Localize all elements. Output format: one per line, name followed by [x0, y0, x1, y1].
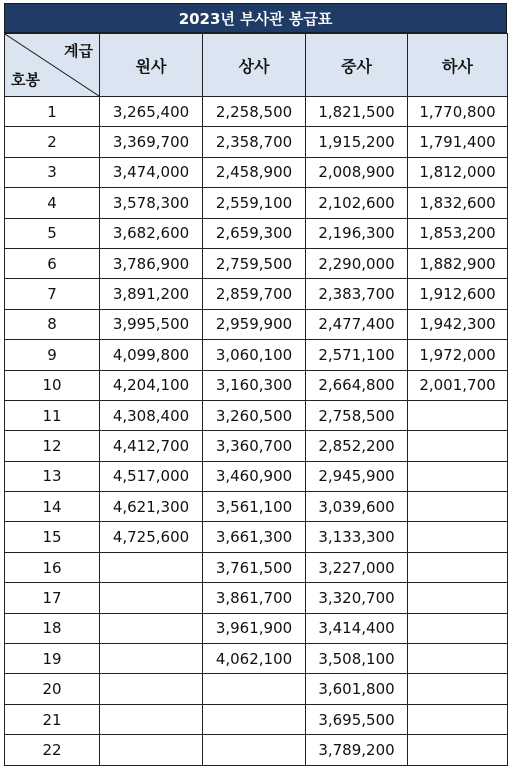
step-cell: 18	[5, 613, 100, 643]
table-row	[5, 492, 508, 522]
corner-step-label: 호봉	[11, 71, 40, 89]
step-cell: 19	[5, 644, 100, 674]
step-cell: 12	[5, 431, 100, 461]
salary-cell: 2,001,700	[408, 370, 508, 400]
salary-cell: 2,458,900	[203, 157, 306, 187]
salary-cell	[100, 583, 203, 613]
salary-cell: 4,621,300	[100, 492, 203, 522]
salary-cell: 3,227,000	[306, 552, 408, 582]
step-cell: 9	[5, 340, 100, 370]
corner-rank-label: 계급	[64, 42, 93, 60]
step-cell: 7	[5, 279, 100, 309]
salary-cell	[408, 461, 508, 491]
salary-cell	[408, 431, 508, 461]
salary-cell: 1,912,600	[408, 279, 508, 309]
salary-cell	[100, 735, 203, 765]
salary-cell	[100, 644, 203, 674]
table-row	[5, 704, 508, 734]
salary-cell: 3,789,200	[306, 735, 408, 765]
salary-cell: 3,601,800	[306, 674, 408, 704]
salary-cell: 2,758,500	[306, 400, 408, 430]
step-cell: 14	[5, 492, 100, 522]
salary-cell: 2,559,100	[203, 188, 306, 218]
salary-cell: 1,942,300	[408, 309, 508, 339]
step-cell: 17	[5, 583, 100, 613]
salary-cell: 3,360,700	[203, 431, 306, 461]
salary-cell: 2,852,200	[306, 431, 408, 461]
table-row	[5, 431, 508, 461]
step-cell: 15	[5, 522, 100, 552]
salary-cell: 3,695,500	[306, 704, 408, 734]
salary-cell: 4,308,400	[100, 400, 203, 430]
salary-cell: 1,832,600	[408, 188, 508, 218]
salary-cell: 3,761,500	[203, 552, 306, 582]
salary-cell: 2,196,300	[306, 218, 408, 248]
salary-cell: 3,861,700	[203, 583, 306, 613]
salary-cell	[100, 552, 203, 582]
salary-cell: 3,039,600	[306, 492, 408, 522]
salary-cell: 1,821,500	[306, 97, 408, 127]
column-header-warrant: 원사	[100, 34, 203, 97]
salary-cell: 3,160,300	[203, 370, 306, 400]
step-cell: 21	[5, 704, 100, 734]
salary-cell	[203, 704, 306, 734]
salary-cell: 4,517,000	[100, 461, 203, 491]
table-row	[5, 552, 508, 582]
step-cell: 3	[5, 157, 100, 187]
salary-cell	[408, 704, 508, 734]
table-row	[5, 522, 508, 552]
salary-cell: 2,659,300	[203, 218, 306, 248]
salary-cell: 3,474,000	[100, 157, 203, 187]
salary-cell: 1,812,000	[408, 157, 508, 187]
salary-cell	[408, 522, 508, 552]
table-row	[5, 370, 508, 400]
salary-cell	[408, 674, 508, 704]
salary-cell: 2,290,000	[306, 248, 408, 278]
step-cell: 8	[5, 309, 100, 339]
salary-cell: 3,414,400	[306, 613, 408, 643]
pay-table	[4, 33, 508, 766]
table-row	[5, 127, 508, 157]
step-cell: 16	[5, 552, 100, 582]
pay-table-container	[4, 3, 507, 766]
table-row	[5, 309, 508, 339]
table-row	[5, 583, 508, 613]
salary-cell: 2,477,400	[306, 309, 408, 339]
table-row	[5, 461, 508, 491]
salary-cell: 3,786,900	[100, 248, 203, 278]
salary-cell: 2,759,500	[203, 248, 306, 278]
salary-cell	[408, 644, 508, 674]
step-cell: 22	[5, 735, 100, 765]
table-row	[5, 400, 508, 430]
salary-cell: 1,915,200	[306, 127, 408, 157]
salary-cell: 3,060,100	[203, 340, 306, 370]
salary-cell: 4,412,700	[100, 431, 203, 461]
corner-header-cell	[5, 34, 100, 97]
step-cell: 5	[5, 218, 100, 248]
salary-cell	[203, 674, 306, 704]
salary-cell: 3,460,900	[203, 461, 306, 491]
salary-cell: 1,882,900	[408, 248, 508, 278]
table-row	[5, 97, 508, 127]
salary-cell	[203, 735, 306, 765]
step-cell: 20	[5, 674, 100, 704]
header-row	[5, 34, 508, 97]
step-cell: 1	[5, 97, 100, 127]
salary-cell: 4,204,100	[100, 370, 203, 400]
salary-cell: 3,369,700	[100, 127, 203, 157]
salary-cell: 2,008,900	[306, 157, 408, 187]
salary-cell: 2,571,100	[306, 340, 408, 370]
column-header-staff-sergeant: 중사	[306, 34, 408, 97]
table-row	[5, 279, 508, 309]
salary-cell: 2,859,700	[203, 279, 306, 309]
step-cell: 4	[5, 188, 100, 218]
table-row	[5, 644, 508, 674]
table-row	[5, 157, 508, 187]
salary-cell: 3,508,100	[306, 644, 408, 674]
column-header-master-sergeant: 상사	[203, 34, 306, 97]
salary-cell: 3,891,200	[100, 279, 203, 309]
step-cell: 10	[5, 370, 100, 400]
table-row	[5, 613, 508, 643]
salary-cell: 3,260,500	[203, 400, 306, 430]
salary-cell: 2,102,600	[306, 188, 408, 218]
salary-cell: 4,725,600	[100, 522, 203, 552]
salary-cell	[100, 674, 203, 704]
salary-cell: 1,791,400	[408, 127, 508, 157]
salary-cell: 3,561,100	[203, 492, 306, 522]
step-cell: 6	[5, 248, 100, 278]
salary-cell: 3,995,500	[100, 309, 203, 339]
salary-cell: 3,578,300	[100, 188, 203, 218]
salary-cell: 3,320,700	[306, 583, 408, 613]
salary-cell: 1,972,000	[408, 340, 508, 370]
salary-cell: 2,358,700	[203, 127, 306, 157]
salary-cell: 2,945,900	[306, 461, 408, 491]
table-row	[5, 188, 508, 218]
salary-cell	[408, 400, 508, 430]
salary-cell: 2,258,500	[203, 97, 306, 127]
table-row	[5, 248, 508, 278]
salary-cell: 3,961,900	[203, 613, 306, 643]
salary-cell	[408, 613, 508, 643]
salary-cell: 1,853,200	[408, 218, 508, 248]
table-row	[5, 735, 508, 765]
salary-cell: 4,099,800	[100, 340, 203, 370]
salary-cell: 3,682,600	[100, 218, 203, 248]
salary-cell	[100, 704, 203, 734]
salary-cell: 2,664,800	[306, 370, 408, 400]
salary-cell: 1,770,800	[408, 97, 508, 127]
salary-cell	[408, 735, 508, 765]
table-row	[5, 218, 508, 248]
salary-cell	[100, 613, 203, 643]
salary-cell: 2,959,900	[203, 309, 306, 339]
step-cell: 13	[5, 461, 100, 491]
table-body	[5, 97, 508, 766]
salary-cell: 4,062,100	[203, 644, 306, 674]
table-title: 2023년 부사관 봉급표	[4, 3, 507, 33]
step-cell: 2	[5, 127, 100, 157]
salary-cell: 3,661,300	[203, 522, 306, 552]
column-header-sergeant: 하사	[408, 34, 508, 97]
table-row	[5, 340, 508, 370]
salary-cell	[408, 583, 508, 613]
salary-cell	[408, 492, 508, 522]
salary-cell: 3,265,400	[100, 97, 203, 127]
salary-cell	[408, 552, 508, 582]
salary-cell: 2,383,700	[306, 279, 408, 309]
table-row	[5, 674, 508, 704]
step-cell: 11	[5, 400, 100, 430]
salary-cell: 3,133,300	[306, 522, 408, 552]
